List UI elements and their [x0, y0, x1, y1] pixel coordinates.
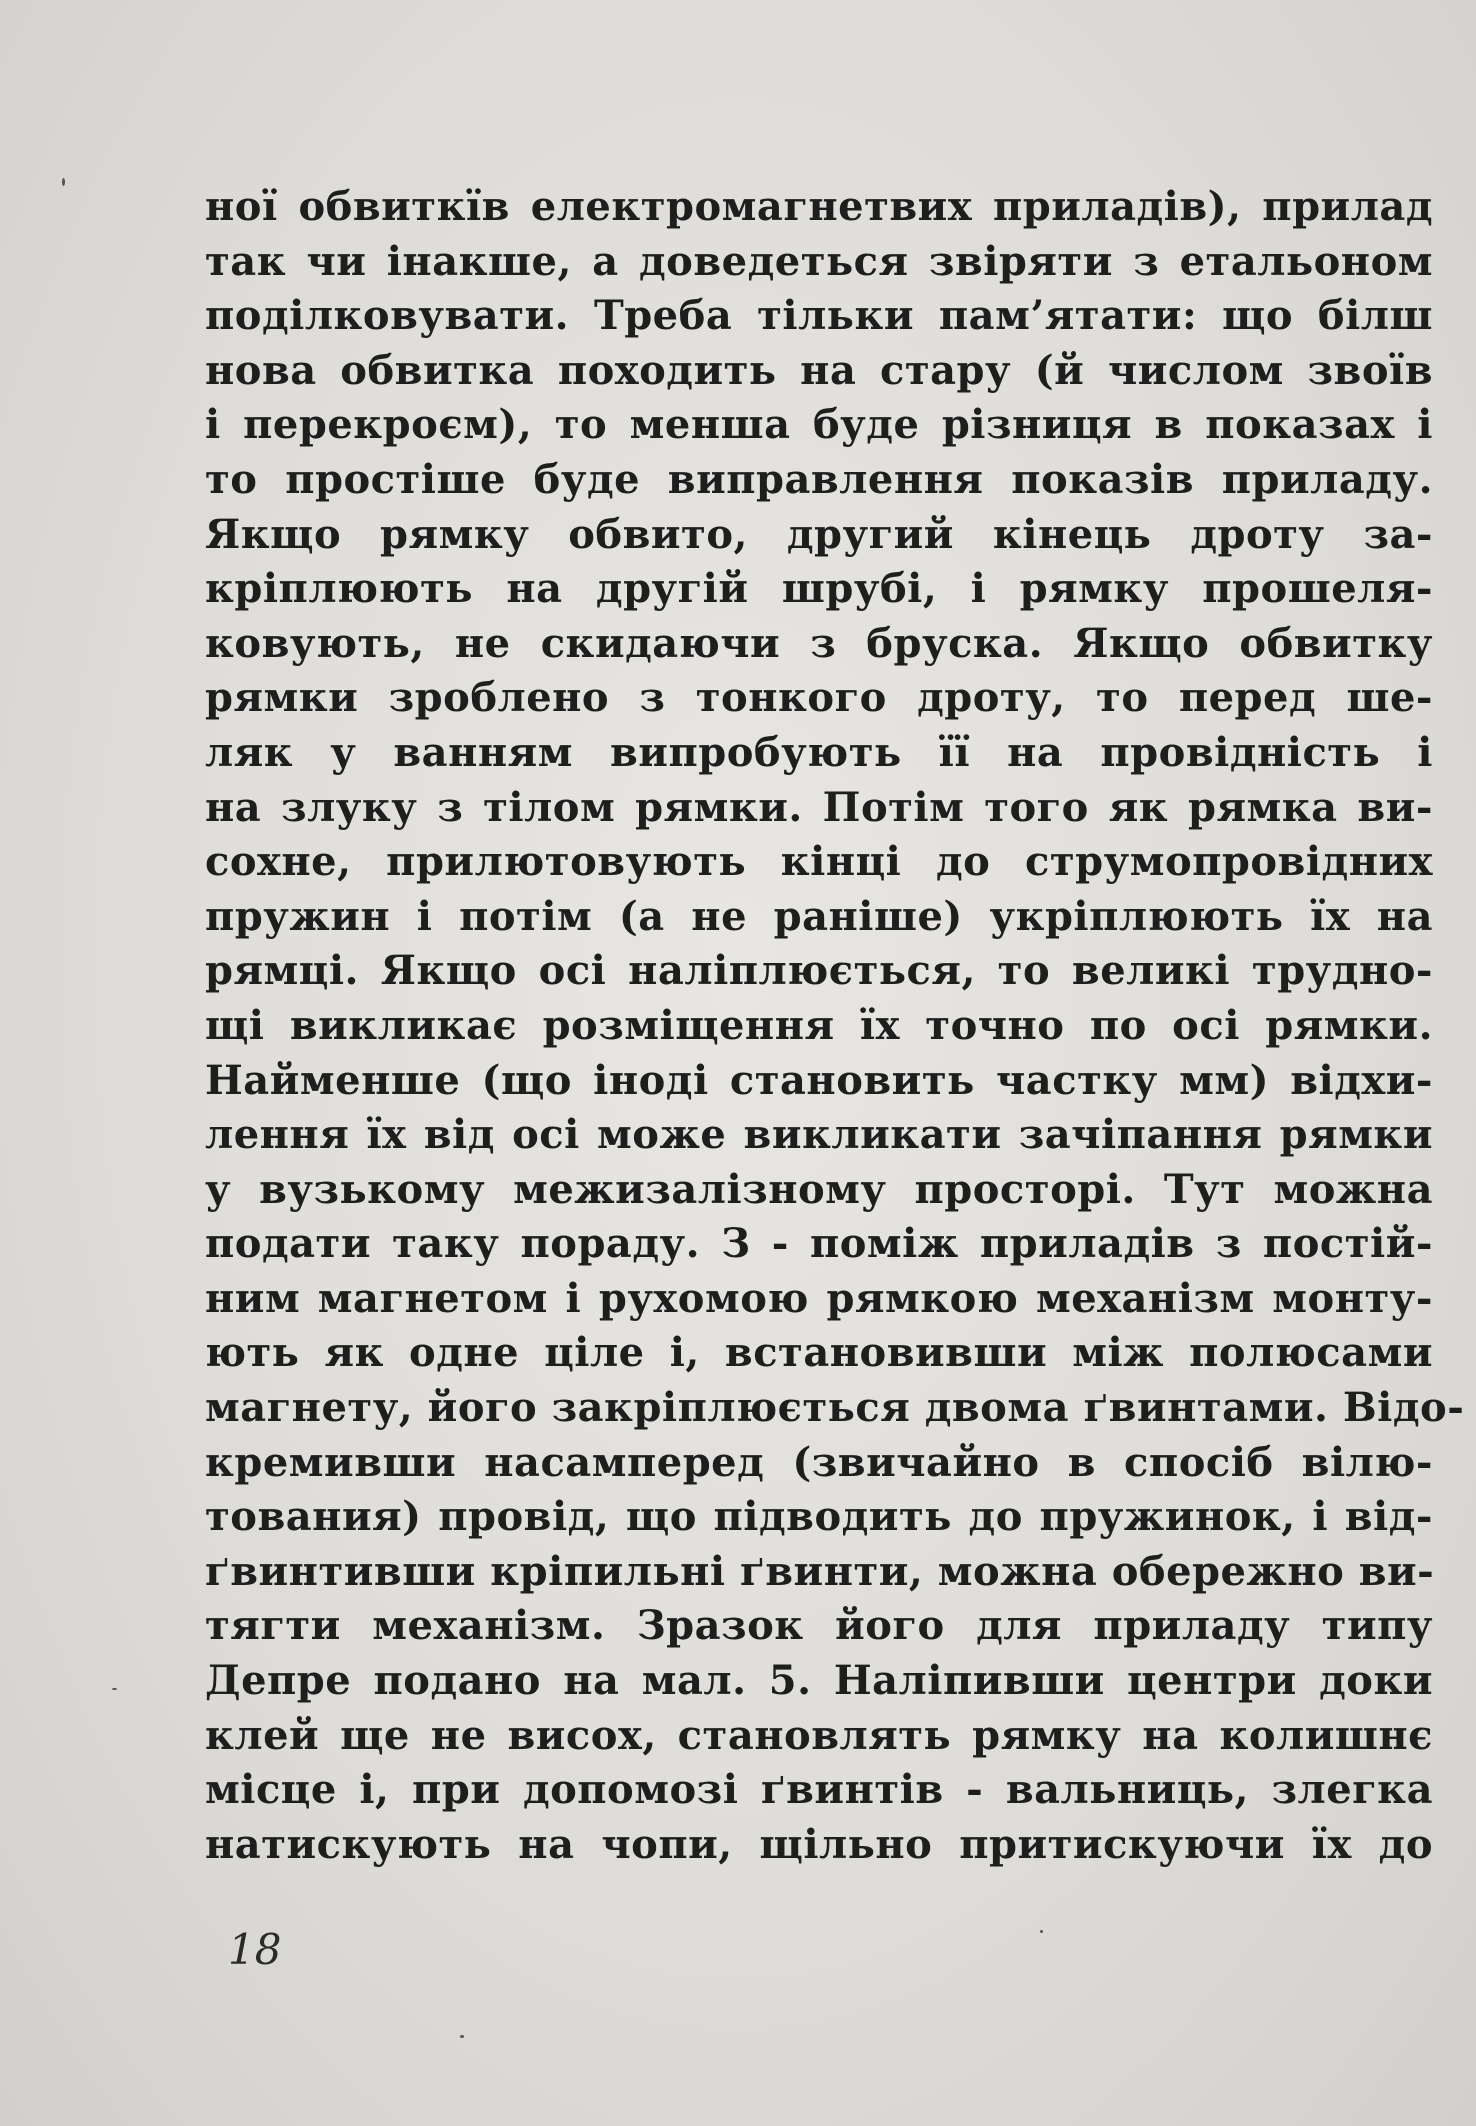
text-line: поділковувати. Треба тільки пам’ятати: що білш	[205, 292, 1433, 340]
text-line: то простіше буде виправлення показів приладу.	[205, 455, 1433, 503]
text-line: ної обвиткїв електромагнетвих приладів), прилад	[205, 183, 1433, 230]
text-line: у вузькому межизалізному просторі. Тут можна	[205, 1165, 1433, 1213]
text-line: ють як одне ціле і, встановивши між полюсами	[205, 1329, 1433, 1377]
text-line: ковують, не скидаючи з бруска. Якщо обвитку	[205, 619, 1433, 667]
text-line: кремивши насамперед (звичайно в спосіб вілю-	[205, 1438, 1433, 1486]
dust-speck	[112, 1688, 117, 1690]
page-number: 18	[228, 1925, 282, 1974]
text-line: натискують на чопи, щільно притискуючи їх до	[205, 1820, 1433, 1868]
dust-speck	[460, 2035, 464, 2038]
text-line: магнету, його закріплюється двома ґвинтами. Відо-	[205, 1384, 1465, 1432]
text-line: рямки зроблено з тонкого дроту, то перед ше-	[205, 674, 1433, 722]
text-line: ним магнетом і рухомою рямкою механізм монту-	[205, 1274, 1433, 1322]
text-line: Найменше (що іноді становить частку мм) відхи-	[205, 1056, 1433, 1104]
text-line: ґвинтивши кріпильні ґвинти, можна обережно ви-	[205, 1547, 1435, 1595]
text-line: і перекроєм), то менша буде різниця в показах і	[205, 401, 1433, 449]
text-line: тягти механізм. Зразок його для приладу типу	[205, 1602, 1433, 1650]
body-text	[205, 180, 1465, 1872]
text-line: нова обвитка походить на стару (й числом звоїв	[205, 346, 1433, 394]
text-line: подати таку пораду. З - поміж приладів з постій-	[205, 1220, 1433, 1268]
text-line: місце і, при допомозі ґвинтів - вальниць, злегка	[205, 1766, 1433, 1814]
text-line: сохне, прилютовують кінці до струмопровідних	[205, 838, 1433, 886]
text-line: клей ще не висох, становлять рямку на колишнє	[205, 1711, 1433, 1759]
text-line: щі викликає розміщення їх точно по осі рямки.	[205, 1001, 1433, 1049]
text-line: Депре подано на мал. 5. Наліпивши центри доки	[205, 1657, 1433, 1705]
text-line: лення їх від осі може викликати зачіпання рямки	[205, 1111, 1433, 1159]
dust-speck	[1040, 1930, 1043, 1933]
text-line: тования) провід, що підводить до пружинок, і від-	[205, 1493, 1433, 1541]
text-line: Якщо рямку обвито, другий кінець дроту за-	[205, 510, 1433, 558]
text-line: так чи інакше, а доведеться звіряти з етальоном	[205, 237, 1433, 285]
dust-speck	[62, 178, 65, 186]
text-line: ляк у ванням випробують її на провідність і	[205, 728, 1433, 776]
text-line: кріплюють на другій шрубі, і рямку прошеля-	[205, 565, 1433, 613]
text-line: рямці. Якщо осі наліплюється, то великі трудно-	[205, 947, 1433, 995]
text-line: пружин і потім (а не раніше) укріплюють їх на	[205, 892, 1433, 940]
text-line: на злуку з тілом рямки. Потім того як рямка ви-	[205, 783, 1433, 831]
